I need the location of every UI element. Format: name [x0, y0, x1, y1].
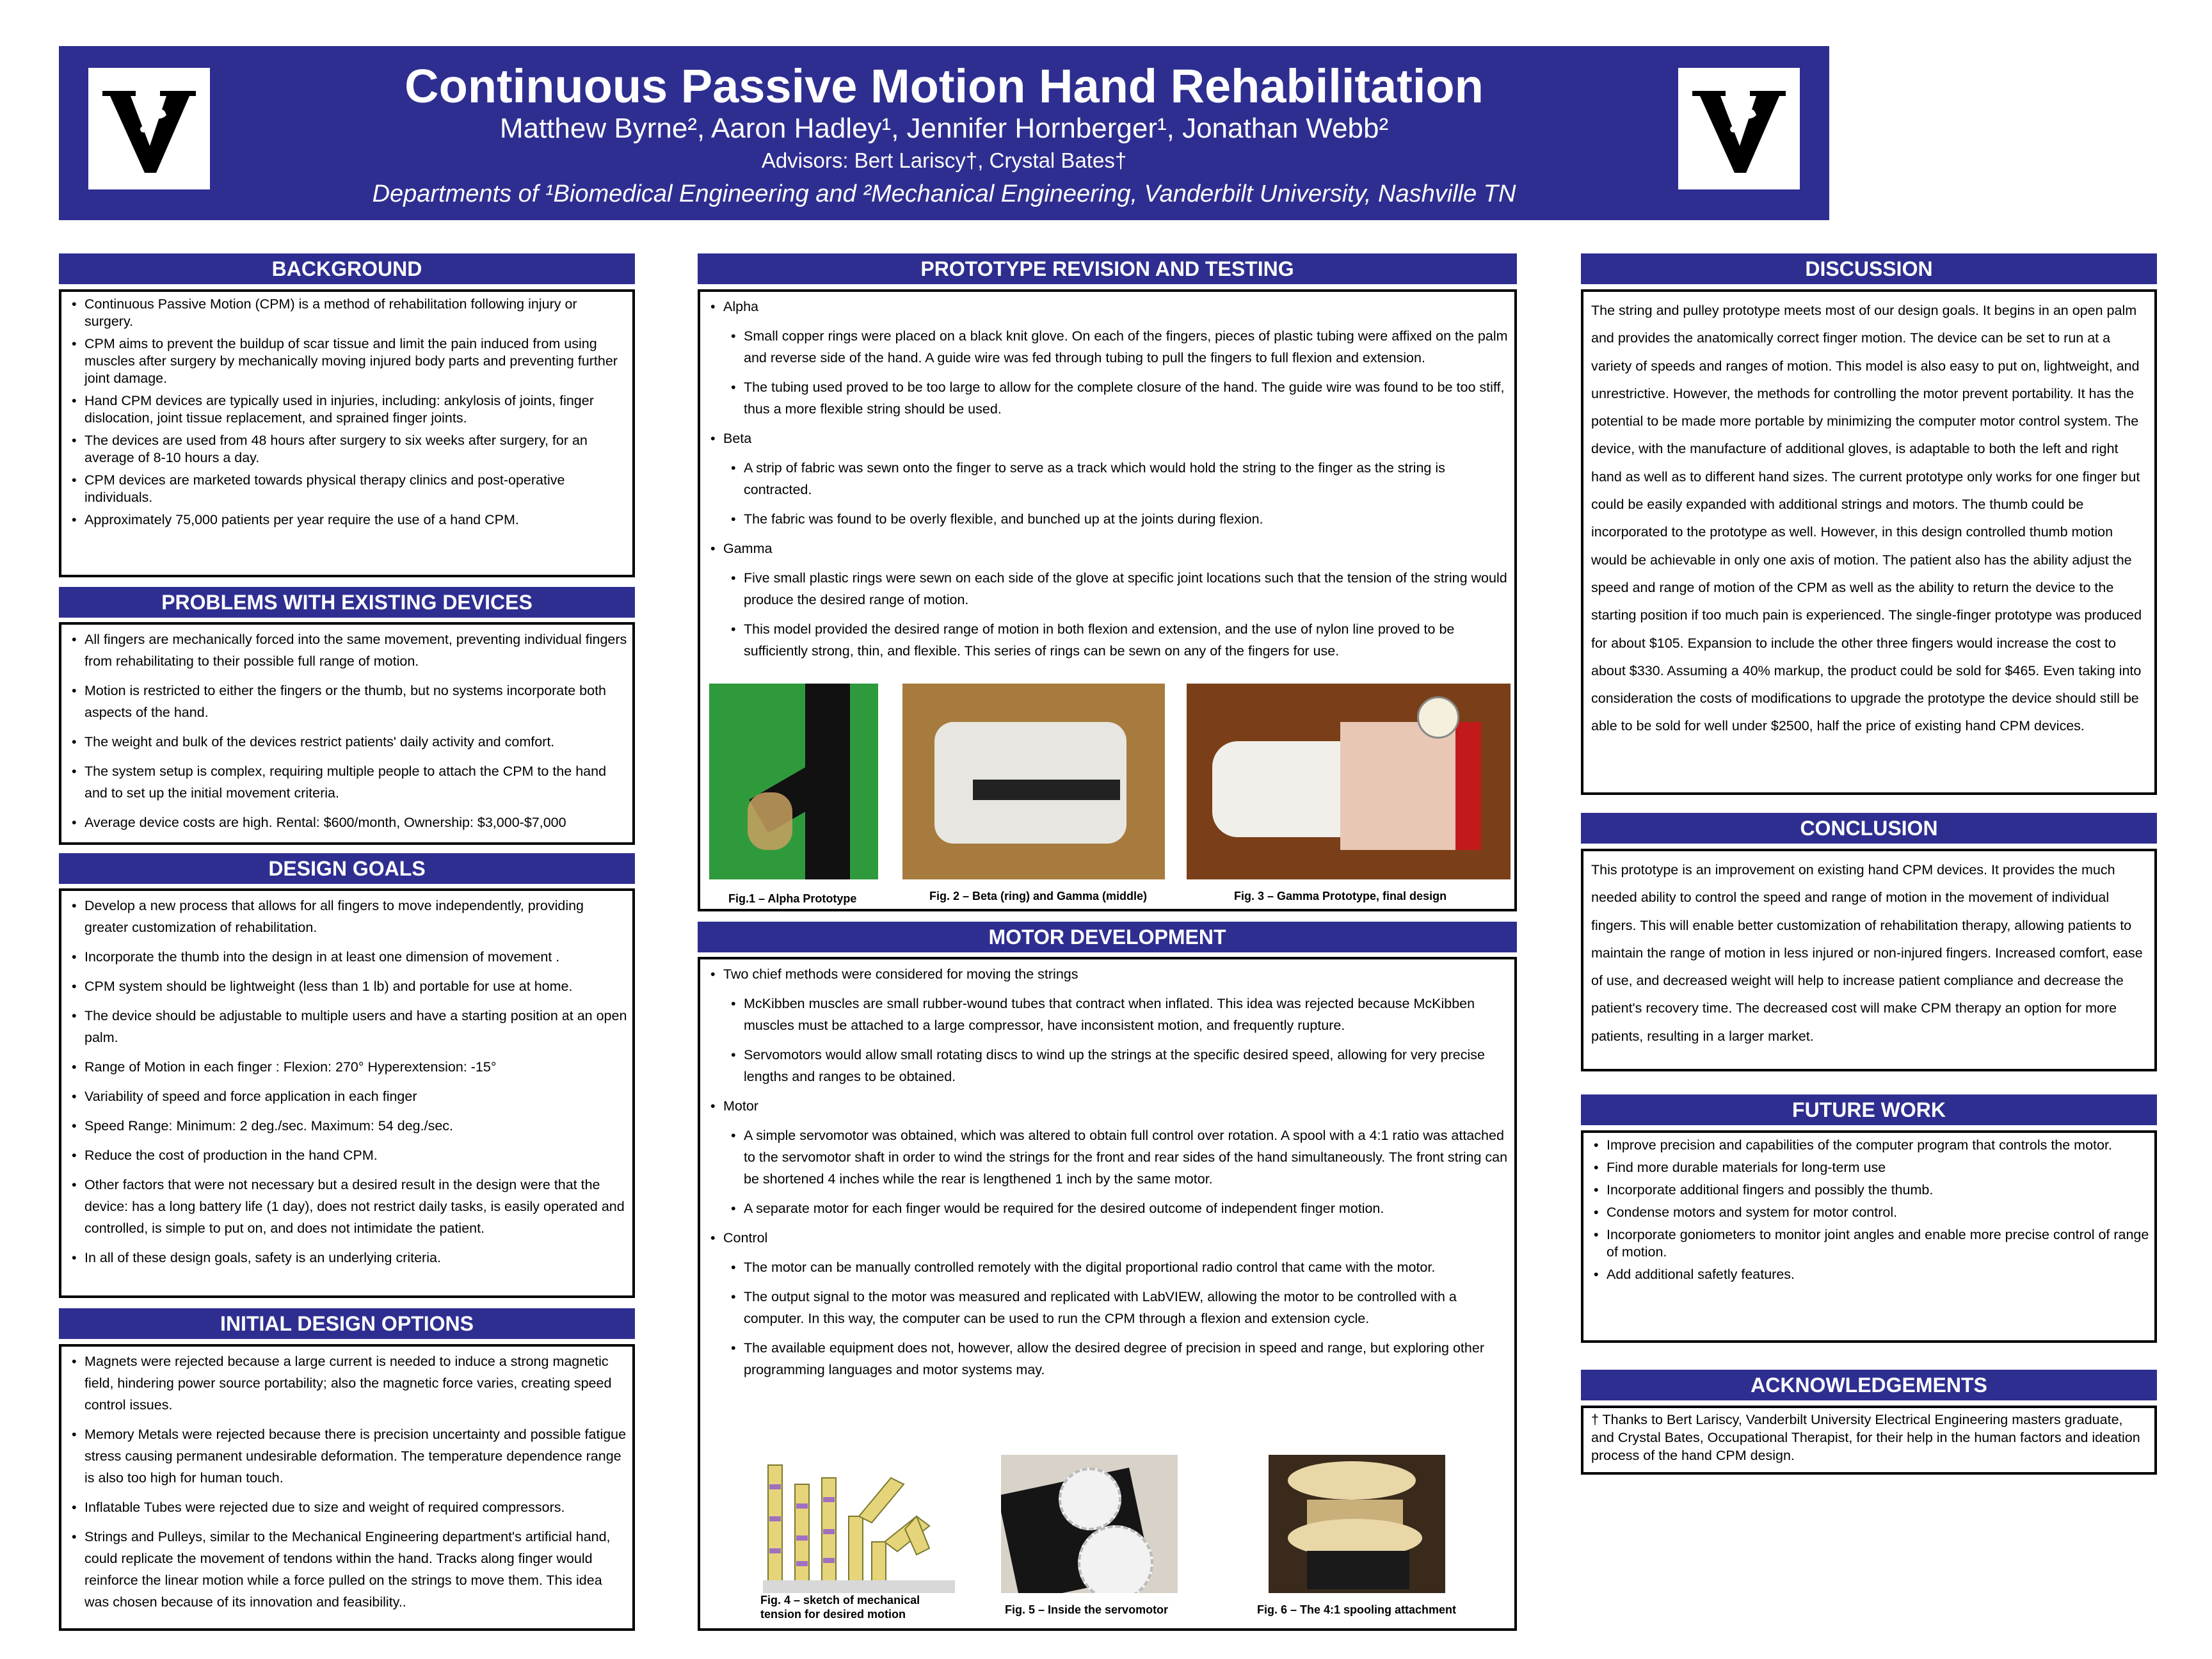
list-item: • Alpha [705, 296, 1509, 317]
list-item: • CPM system should be lightweight (less than 1 lb) and portable for use at home. [67, 975, 627, 997]
poster-advisors: Advisors: Bert Lariscy†, Crystal Bates† [761, 148, 1127, 172]
list-item: • Memory Metals were rejected because there is precision uncertainty and possible fatigue stress causing permanent undesirable deformation. The temperature dependence range is also too high for human touch. [67, 1423, 627, 1489]
list-item: • A strip of fabric was sewn onto the finger to serve as a track which would hold the string to the finger as the string is contracted. [726, 457, 1509, 501]
list-item: • Gamma [705, 538, 1509, 559]
poster-title: Continuous Passive Motion Hand Rehabilitation [405, 60, 1484, 113]
goals-box [59, 888, 635, 1298]
list-item: • The fabric was found to be overly flexible, and bunched up at the joints during flexion. [726, 508, 1509, 530]
poster-authors: Matthew Byrne², Aaron Hadley¹, Jennifer Hornberger¹, Jonathan Webb² [499, 113, 1389, 144]
list-item: • Reduce the cost of production in the hand CPM. [67, 1144, 627, 1166]
fig2-beta-gamma-photo [902, 684, 1165, 879]
list-item: • Magnets were rejected because a large current is needed to induce a strong magnetic field, hindering power source portability; also the magnetic force varies, creating speed control issues. [67, 1350, 627, 1416]
list-item: • Speed Range: Minimum: 2 deg./sec. Maximum: 54 deg./sec. [67, 1115, 627, 1137]
list-item: • The motor can be manually controlled remotely with the digital proportional radio control that came with the motor. [726, 1256, 1509, 1278]
fig6-spool-photo [1269, 1455, 1445, 1593]
list-item: • McKibben muscles are small rubber-wound tubes that contract when inflated. This idea was rejected because McKibben muscles must be attached to a large compressor, have inconsistent motion, and frequently rupture. [726, 993, 1509, 1036]
list-item: • All fingers are mechanically forced into the same movement, preventing individual fingers from rehabilitating to their possible full range of motion. [67, 629, 627, 672]
prototype-box [698, 289, 1517, 911]
list-item: • Other factors that were not necessary but a desired result in the design were that the device: has a long battery life (1 day), does not restrict daily tasks, is easily operated and controlled, is simple to put on, and does not intimidate the patient. [67, 1174, 627, 1239]
list-item: • Small copper rings were placed on a black knit glove. On each of the fingers, pieces of plastic tubing were affixed on the palm and reverse side of the hand. A guide wire was fed through tubing to pull the fingers to full flexion and extension. [726, 325, 1509, 369]
fig3-caption: Fig. 3 – Gamma Prototype, final design [1234, 890, 1447, 902]
fig3-gamma-photo [1187, 684, 1511, 879]
poster-header [59, 46, 1829, 220]
motor-box [698, 957, 1517, 1631]
discussion-text: The string and pulley prototype meets most of our design goals. It begins in an open palm and provides the anatomically correct finger motion. The device can be set to run at a variety of speeds and ranges of motion. This model is also easy to put on, lightweight, and unrestrictive. However, the methods for controlling the motor prevent portability. It has the potential to be made more portable by minimizing the computer motor control system. The device, with the manufacture of additional gloves, is adaptable to both the left and right hand as well as to different hand sizes. The current prototype only works for one finger but could be easily expanded with additional strings and motors. The thumb could be incorporated to the prototype as well. However, in this design controlled thumb motion would be achievable in only one axis of motion. The patient also has the ability adjust the speed and range of motion of the CPM as well as the ability to return the device to the starting position if too much pain is experienced. The single-finger prototype was produced for about $105. Expansion to include the other three fingers would increase the cost to about $330. Assuming a 40% markup, the product could be sold for $465. Even taking into consideration the costs of modifications to upgrade the prototype the device should still be able to be sold for well under $2500, half the price of existing hand CPM devices. [1591, 303, 2142, 734]
list-item: • Five small plastic rings were sewn on each side of the glove at specific joint locations such that the tension of the string would produce the desired range of motion. [726, 567, 1509, 611]
poster-departments: Departments of ¹Biomedical Engineering and ²Mechanical Engineering, Vanderbilt University, Nashville TN [372, 180, 1516, 207]
discussion-box [1581, 289, 2157, 795]
list-item: • The weight and bulk of the devices restrict patients' daily activity and comfort. [67, 731, 627, 753]
fig5-servomotor-photo [1001, 1455, 1178, 1593]
conclusion-text: This prototype is an improvement on existing hand CPM devices. It provides the much needed ability to control the speed and range of motion in the movement of individual fingers. This will enable better customization of rehabilitation therapy, allowing patients to maintain the range of motion in less injured or non-injured fingers. Increased comfort, ease of use, and decreased weight will help to increase patient compliance and decrease the patient's recovery time. The decreased cost will make CPM therapy an option for more patients, resulting in a larger market. [1591, 862, 2143, 1044]
list-item: • A separate motor for each finger would be required for the desired outcome of independent finger motion. [726, 1198, 1509, 1219]
motor-list [700, 959, 1514, 1381]
ack-heading: ACKNOWLEDGEMENTS [1581, 1370, 2157, 1400]
problems-list [61, 625, 632, 833]
discussion-heading: DISCUSSION [1581, 253, 2157, 284]
list-item: • CPM devices are marketed towards physical therapy clinics and post-operative individuals. [67, 472, 627, 506]
fig4-sketch [763, 1446, 955, 1593]
list-item: • This model provided the desired range of motion in both flexion and extension, and the use of nylon line proved to be sufficiently strong, thin, and flexible. This series of rings can be sewn on any of the fingers for use. [726, 618, 1509, 662]
ack-box [1581, 1406, 2157, 1475]
motor-heading: MOTOR DEVELOPMENT [698, 922, 1517, 952]
list-item: • The available equipment does not, however, allow the desired degree of precision in speed and range, but exploring other programming languages and motor systems may. [726, 1337, 1509, 1381]
fig5-caption: Fig. 5 – Inside the servomotor [1005, 1603, 1169, 1616]
list-item: • The devices are used from 48 hours after surgery to six weeks after surgery, for an average of 8-10 hours a day. [67, 432, 627, 467]
list-item: • Continuous Passive Motion (CPM) is a method of rehabilitation following injury or surgery. [67, 296, 627, 330]
list-item: • Two chief methods were considered for moving the strings [705, 963, 1509, 985]
fig6-caption: Fig. 6 – The 4:1 spooling attachment [1257, 1603, 1457, 1616]
list-item: • A simple servomotor was obtained, which was altered to obtain full control over rotation. A spool with a 4:1 ratio was attached to the servomotor shaft in order to wind the strings for the front and rear sides of the hand simultaneously. The front string can be shortened 4 inches while the rear is lengthened 1 inch by the same motor. [726, 1125, 1509, 1190]
list-item: • Approximately 75,000 patients per year require the use of a hand CPM. [67, 511, 627, 529]
background-box [59, 289, 635, 577]
list-item: • Beta [705, 428, 1509, 449]
future-list [1583, 1133, 2154, 1283]
conclusion-box [1581, 849, 2157, 1071]
list-item: • Condense motors and system for motor control. [1589, 1204, 2149, 1221]
list-item: • Incorporate the thumb into the design in at least one dimension of movement . [67, 946, 627, 968]
problems-heading: PROBLEMS WITH EXISTING DEVICES [59, 587, 635, 618]
list-item: • Develop a new process that allows for all fingers to move independently, providing greater customization of rehabilitation. [67, 895, 627, 938]
problems-box [59, 622, 635, 845]
list-item: • CPM aims to prevent the buildup of scar tissue and limit the pain induced from using muscles after surgery by mechanically moving injured body parts and preventing further joint damage. [67, 335, 627, 387]
fig1-caption: Fig.1 – Alpha Prototype [728, 892, 857, 905]
conclusion-heading: CONCLUSION [1581, 813, 2157, 844]
vanderbilt-logo-right [1678, 68, 1800, 189]
initial-box [59, 1344, 635, 1631]
list-item: • Motor [705, 1095, 1509, 1117]
list-item: • Improve precision and capabilities of the computer program that controls the motor. [1589, 1137, 2149, 1154]
list-item: • Incorporate additional fingers and possibly the thumb. [1589, 1182, 2149, 1199]
initial-list [61, 1347, 632, 1613]
fig2-caption: Fig. 2 – Beta (ring) and Gamma (middle) [929, 890, 1148, 902]
future-box [1581, 1130, 2157, 1343]
list-item: • Find more durable materials for long-term use [1589, 1159, 2149, 1176]
list-item: • The system setup is complex, requiring multiple people to attach the CPM to the hand and to set up the initial movement criteria. [67, 760, 627, 804]
goals-list [61, 891, 632, 1269]
list-item: • Hand CPM devices are typically used in injuries, including: ankylosis of joints, finger dislocation, joint tissue replacement, and sprained finger joints. [67, 392, 627, 427]
fig4-caption: Fig. 4 – sketch of mechanical tension for desired motion [760, 1594, 920, 1621]
list-item: • The tubing used proved to be too large to allow for the complete closure of the hand. The guide wire was found to be too stiff, thus a more flexible string should be used. [726, 376, 1509, 420]
list-item: • The device should be adjustable to multiple users and have a starting position at an open palm. [67, 1005, 627, 1048]
list-item: • The output signal to the motor was measured and replicated with LabVIEW, allowing the motor to be controlled with a computer. In this way, the computer can be used to run the CPM through a flexion and extension cycle. [726, 1286, 1509, 1329]
list-item: • In all of these design goals, safety is an underlying criteria. [67, 1247, 627, 1269]
fig1-alpha-photo [709, 684, 878, 879]
prototype-heading: PROTOTYPE REVISION AND TESTING [698, 253, 1517, 284]
list-item: • Control [705, 1227, 1509, 1249]
goals-heading: DESIGN GOALS [59, 853, 635, 884]
vanderbilt-v-oak-icon [1687, 77, 1791, 180]
initial-heading: INITIAL DESIGN OPTIONS [59, 1308, 635, 1339]
list-item: • Inflatable Tubes were rejected due to size and weight of required compressors. [67, 1496, 627, 1518]
list-item: • Average device costs are high. Rental: $600/month, Ownership: $3,000-$7,000 [67, 812, 627, 833]
list-item: • Servomotors would allow small rotating discs to wind up the strings at the specific desired speed, allowing for very precise lengths and ranges to be obtained. [726, 1044, 1509, 1087]
list-item: • Incorporate goniometers to monitor joint angles and enable more precise control of range of motion. [1589, 1226, 2149, 1261]
prototype-list [700, 292, 1514, 662]
list-item: • Variability of speed and force application in each finger [67, 1086, 627, 1107]
background-heading: BACKGROUND [59, 253, 635, 284]
future-heading: FUTURE WORK [1581, 1094, 2157, 1125]
list-item: • Range of Motion in each finger : Flexion: 270° Hyperextension: -15° [67, 1056, 627, 1078]
ack-text: † Thanks to Bert Lariscy, Vanderbilt University Electrical Engineering masters graduate, and Crystal Bates, Occupational Therapist, for their help in the human factors and ideation process of the hand CPM design. [1591, 1412, 2140, 1463]
list-item: • Add additional safetly features. [1589, 1266, 2149, 1283]
background-list [61, 292, 632, 529]
list-item: • Strings and Pulleys, similar to the Mechanical Engineering department's artificial hand, could replicate the movement of tendons within the hand. Tracks along finger would reinforce the linear motion while a force pulled on the strings to move them. This idea was chosen because of its innovation and feasibility.. [67, 1526, 627, 1613]
list-item: • Motion is restricted to either the fingers or the thumb, but no systems incorporate both aspects of the hand. [67, 680, 627, 723]
